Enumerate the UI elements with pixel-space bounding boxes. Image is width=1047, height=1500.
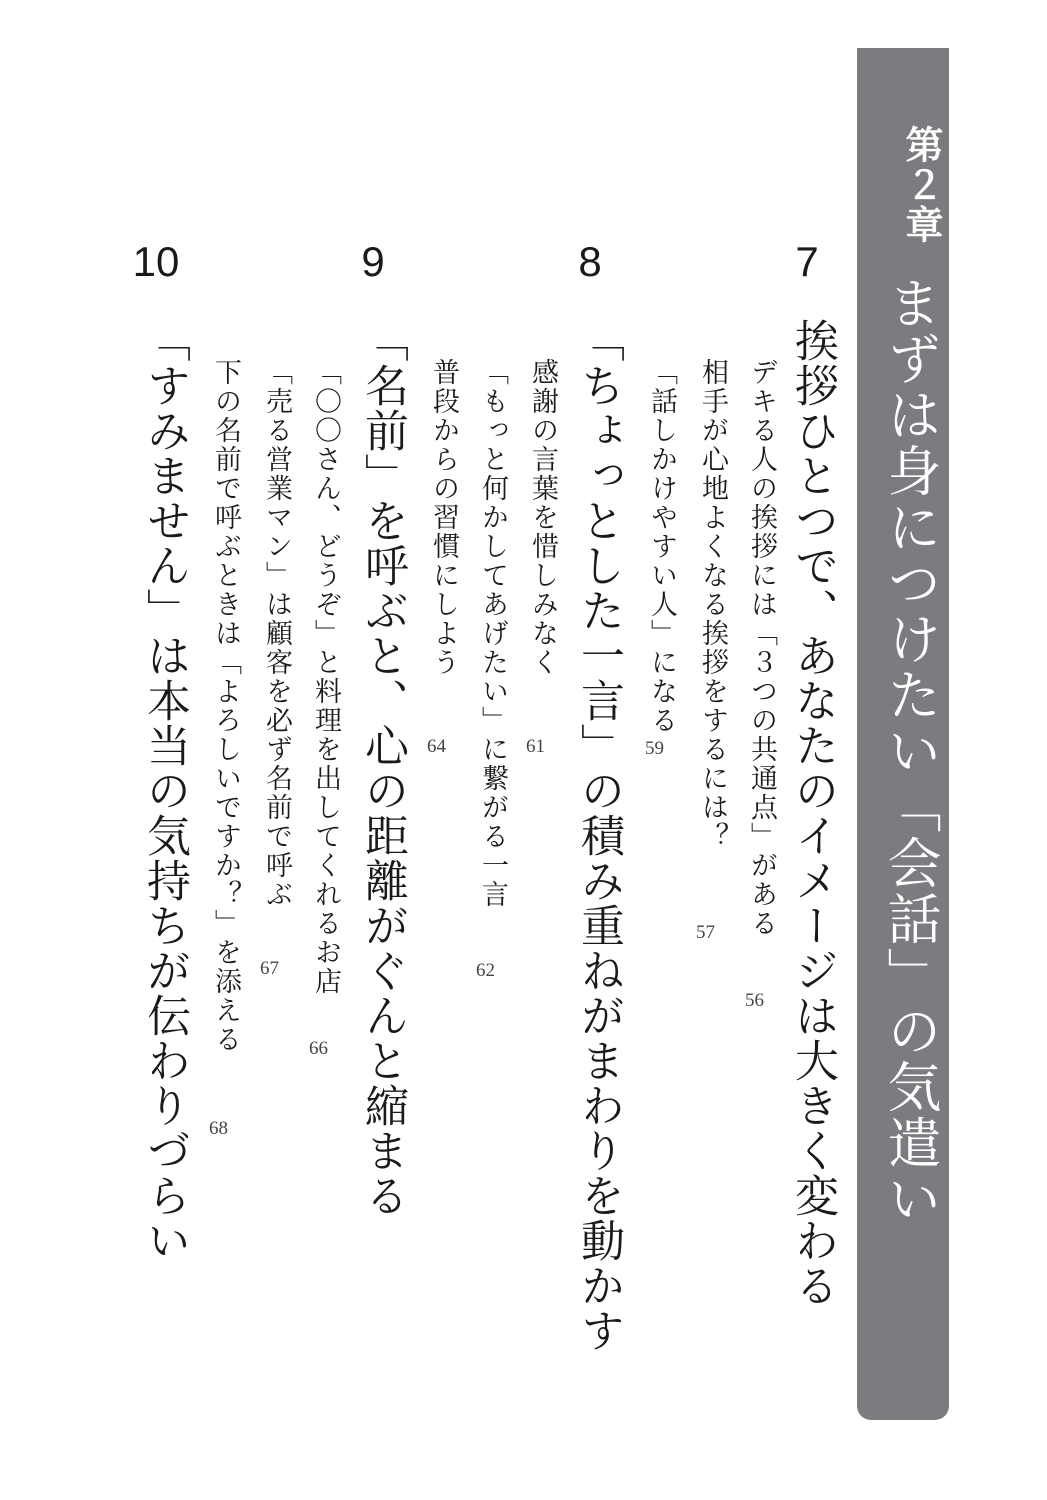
page-number: 61 [526, 736, 545, 757]
toc-item[interactable]: 「もっと何かしてあげたい」に繋がる一言 [477, 358, 508, 909]
page-number: 66 [309, 1038, 328, 1059]
toc-item[interactable]: 下の名前で呼ぶときは「よろしいですか？」を添える [210, 358, 241, 1054]
toc-item[interactable]: 「〇〇さん、どうぞ」と料理を出してくれるお店 [310, 358, 341, 996]
chapter-title: まずは身につけたい「会話」の気遣い [879, 275, 942, 1227]
page-number: 62 [476, 960, 495, 981]
page-number: 67 [260, 958, 279, 979]
section-number: 9 [361, 238, 385, 285]
page-number: 56 [745, 990, 764, 1011]
section-number: 7 [795, 238, 819, 285]
section-title[interactable]: 「名前」を呼ぶと、心の距離がぐんと縮まる [357, 318, 408, 1218]
page-number: 59 [645, 738, 664, 759]
toc-item[interactable]: 「売る営業マン」は顧客を必ず名前で呼ぶ [261, 358, 292, 909]
section-number: 10 [132, 238, 180, 285]
toc-item[interactable]: 相手が心地よくなる挨拶をするには？ [697, 358, 728, 851]
toc-item[interactable]: デキる人の挨拶には「３つの共通点」がある [746, 358, 777, 938]
section-number: 8 [578, 238, 602, 285]
toc-item[interactable]: 「話しかけやすい人」になる [646, 358, 677, 735]
section-title[interactable]: 「すみません」は本当の気持ちが伝わりづらい [139, 318, 190, 1263]
section-title[interactable]: 「ちょっとした一言」の積み重ねがまわりを動かす [573, 318, 624, 1353]
chapter-label: 第２章 [899, 125, 943, 245]
toc-item[interactable]: 普段からの習慣にしよう [428, 358, 459, 677]
section-title[interactable]: 挨拶ひとつで、あなたのイメージは大きく変わる [787, 318, 838, 1308]
page-number: 57 [696, 922, 715, 943]
toc-item[interactable]: 感謝の言葉を惜しみなく [527, 358, 558, 677]
page-number: 64 [427, 736, 446, 757]
page-number: 68 [209, 1118, 228, 1139]
